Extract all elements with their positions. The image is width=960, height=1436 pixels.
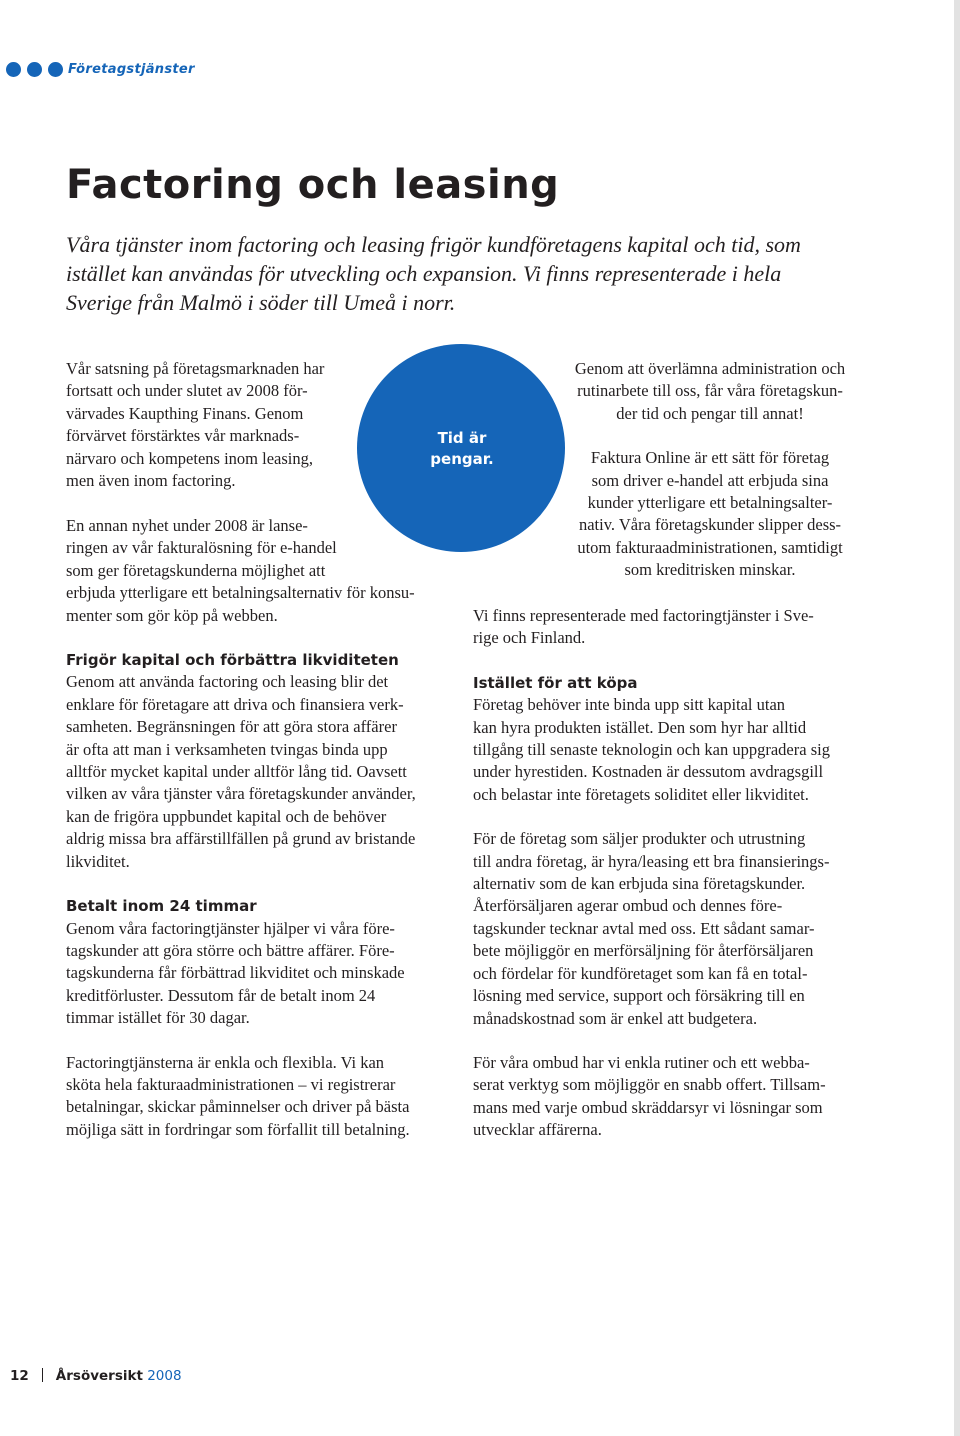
text-line: Återförsäljaren agerar ombud och dennes före- [473,896,783,916]
text-line: tagskunderna får förbättrad likviditet och minskade [66,963,405,983]
callout-line: Tid är [437,429,487,447]
text-line: utvecklar affärerna. [473,1120,602,1140]
text-line: kan de frigöra uppbundet kapital och de behöver [66,806,387,826]
left-column-top [66,358,446,492]
right-column-top [530,358,890,582]
text-line: rutinarbete till oss, får våra företagskun- [577,381,843,401]
page-title: Factoring och leasing [66,162,560,208]
subheading: Betalt inom 24 timmar [66,897,257,916]
text-line: utom fakturaadministrationen, samtidigt [577,537,843,557]
text-line: der tid och pengar till annat! [616,403,804,423]
text-line: enklare för företagare att driva och finansiera verk- [66,694,404,714]
publication-name: Årsöversikt [55,1368,143,1384]
text-line: erbjuda ytterligare ett betalningsalternativ för konsu- [66,583,415,603]
text-line: betalningar, skickar påminnelser och driver på bästa [66,1097,410,1117]
text-line: men även inom factoring. [66,471,236,491]
paragraph-ombud [473,1052,873,1142]
text-line: kan hyra produkten istället. Den som hyr har alltid [473,717,807,737]
right-column-body [473,605,873,1142]
text-line: För de företag som säljer produkter och utrustning [473,829,806,849]
text-line: serat verktyg som möjliggör en snabb offert. Tillsam- [473,1075,826,1095]
text-line: och belastar inte företagets soliditet eller likviditet. [473,784,809,804]
dot-icon [48,62,63,77]
text-line: alltför mycket kapital under alltför lång tid. Oavsett [66,762,407,782]
text-line: rige och Finland. [473,628,586,648]
text-line: Genom att använda factoring och leasing blir det [66,672,389,692]
text-line: Vi finns representerade med factoringtjänster i Sve- [473,606,814,625]
dot-icon [6,62,21,77]
text-line: mans med varje ombud skräddarsyr vi lösningar som [473,1097,823,1117]
left-column-body [66,515,456,1141]
text-line: kunder ytterligare ett betalningsalter- [587,493,833,513]
text-line: fortsatt och under slutet av 2008 för- [66,381,308,401]
paragraph-faktura-online [530,447,890,581]
text-line: som kreditrisken minskar. [624,560,796,580]
text-line: möjliga sätt in fordringar som förfallit till betalning. [66,1119,410,1139]
text-line: Företag behöver inte binda upp sitt kapital utan [473,695,786,715]
page-footer [10,1368,182,1388]
text-line: förvärvet förstärktes vår marknads- [66,426,300,446]
lead-line: Sverige från Malmö i söder till Umeå i norr. [66,290,456,315]
text-line: likviditet. [66,851,130,871]
text-line: tagskunder att göra större och bättre affärer. Före- [66,940,395,960]
lead-line: Våra tjänster inom factoring och leasing frigör kundföretagens kapital och tid, som [66,232,801,257]
text-line: tillgång till senaste teknologin och kan uppgradera sig [473,740,830,760]
paragraph-leasing [473,828,873,1030]
text-line: Faktura Online är ett sätt för företag [590,448,830,468]
text-line: timmar istället för 30 dagar. [66,1008,250,1028]
paragraph-overlamna [530,358,890,425]
footer-divider [42,1368,43,1382]
page-number: 12 [10,1368,29,1384]
paragraph-ehandel [66,515,456,627]
text-line: värvades Kaupthing Finans. Genom [66,403,304,423]
text-line: nativ. Våra företagskunder slipper dess- [578,515,842,535]
text-line: är ofta att man i verksamheten tvingas binda upp [66,739,388,759]
text-line: vilken av våra tjänster våra företagskunder använder, [66,784,416,804]
page-edge [954,0,960,1436]
text-line: aldrig missa bra affärstillfällen på grund av bristande [66,829,416,849]
text-line: För våra ombud har vi enkla rutiner och ett webba- [473,1052,810,1072]
text-line: ringen av vår fakturalösning för e-handel [66,538,337,558]
text-line: under hyrestiden. Kostnaden är dessutom avdragsgill [473,762,824,782]
lead-line: istället kan användas för utveckling och expansion. Vi finns representerade i hela [66,261,782,286]
text-line: närvaro och kompetens inom leasing, [66,448,313,468]
paragraph-hyra [473,694,873,806]
paragraph-representerade [473,605,873,650]
text-line: bete möjliggör en merförsäljning för återförsäljaren [473,941,814,961]
paragraph-betalt [66,918,456,1030]
section-label: Företagstjänster [68,62,195,77]
callout-line: pengar. [430,450,494,468]
dot-icon [27,62,42,77]
paragraph-frigor [66,671,456,873]
text-line: tagskunder tecknar avtal med oss. Ett sådant samar- [473,918,815,938]
text-line: menter som gör köp på webben. [66,605,278,625]
paragraph-intro [66,358,446,492]
text-line: samheten. Begränsningen för att göra stora affärer [66,717,397,737]
text-line: månadskostnad som är enkel att budgetera. [473,1008,758,1028]
text-line: sköta hela fakturaadministrationen – vi registrerar [66,1074,396,1094]
text-line: Vår satsning på företagsmarknaden har [66,359,325,378]
text-line: till andra företag, är hyra/leasing ett bra finansierings- [473,851,830,871]
text-line: Genom att överlämna administration och [574,359,846,378]
text-line: och fördelar för kundföretaget som kan få en total- [473,963,808,983]
text-line: En annan nyhet under 2008 är lanse- [66,516,308,535]
subheading: Istället för att köpa [473,673,638,692]
paragraph-flexibla [66,1052,456,1142]
text-line: kreditförluster. Dessutom får de betalt inom 24 [66,985,376,1005]
text-line: alternativ som de kan erbjuda sina företagskunder. [473,874,806,894]
text-line: Genom våra factoringtjänster hjälper vi våra före- [66,918,395,938]
lead-paragraph [66,230,846,317]
text-line: Factoringtjänsterna är enkla och flexibla. Vi kan [66,1052,385,1072]
subheading: Frigör kapital och förbättra likviditeten [66,651,399,670]
publication-year: 2008 [147,1368,182,1384]
text-line: lösning med service, support och försäkring till en [473,986,805,1006]
text-line: som driver e-handel att erbjuda sina [591,470,829,490]
text-line: som ger företagskunderna möjlighet att [66,560,326,580]
